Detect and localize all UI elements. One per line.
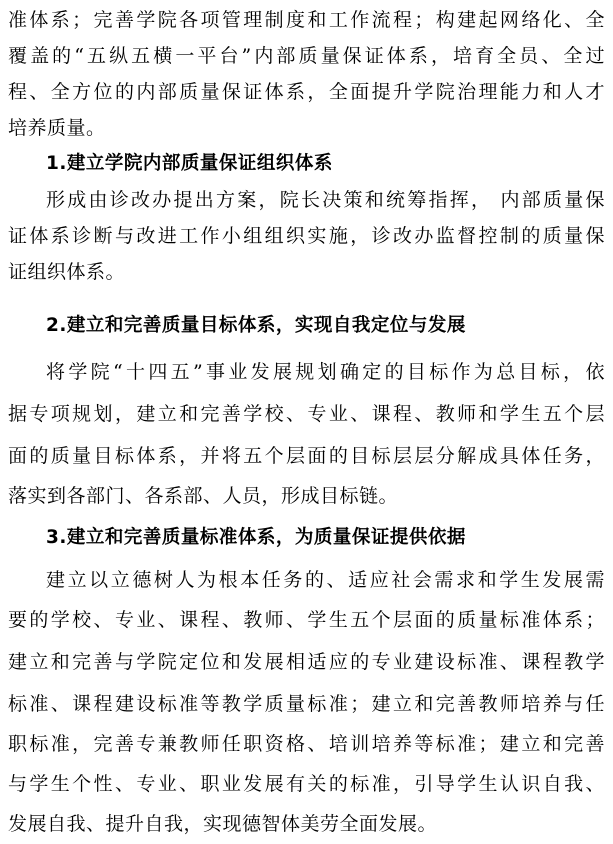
section-2-line-4: 落实到各部门、各系部、人员，形成目标链。 [8, 485, 399, 507]
section-2-line-2: 据专项规划，建立和完善学校、专业、课程、教师和学生五个层 [8, 403, 605, 425]
section-3-line-5: 职标准，完善专兼教师任职资格、培训培养等标准；建立和完善 [8, 733, 605, 755]
section-3-line-7: 发展自我、提升自我，实现德智体美劳全面发展。 [8, 813, 438, 835]
section-3-line-4: 标准、课程建设标准等教学质量标准；建立和完善教师培养与任 [8, 693, 605, 715]
intro-line-3: 程、全方位的内部质量保证体系，全面提升学院治理能力和人才 [8, 81, 605, 103]
section-1-line-3: 证组织体系。 [8, 261, 126, 283]
section-2-heading: 2.建立和完善质量目标体系，实现自我定位与发展 [46, 315, 466, 336]
section-3-line-6: 与学生个性、专业、职业发展有关的标准，引导学生认识自我、 [8, 773, 605, 795]
section-1-line-2: 证体系诊断与改进工作小组组织实施，诊改办监督控制的质量保 [8, 225, 605, 247]
section-3-heading: 3.建立和完善质量标准体系，为质量保证提供依据 [46, 527, 466, 548]
section-2-line-3: 面的质量目标体系，并将五个层面的目标层层分解成具体任务， [8, 445, 605, 467]
intro-line-1: 准体系；完善学院各项管理制度和工作流程；构建起网络化、全 [8, 9, 605, 31]
intro-line-4: 培养质量。 [8, 117, 106, 139]
section-3-line-1: 建立以立德树人为根本任务的、适应社会需求和学生发展需 [46, 569, 605, 591]
intro-line-2: 覆盖的“五纵五横一平台”内部质量保证体系，培育全员、全过 [8, 45, 605, 67]
section-2-line-1: 将学院“十四五”事业发展规划确定的目标作为总目标，依 [46, 361, 605, 383]
section-3-line-2: 要的学校、专业、课程、教师、学生五个层面的质量标准体系； [8, 609, 605, 631]
section-1-heading: 1.建立学院内部质量保证组织体系 [46, 153, 333, 174]
section-1-line-1: 形成由诊改办提出方案，院长决策和统筹指挥， 内部质量保 [46, 189, 605, 211]
section-3-line-3: 建立和完善与学院定位和发展相适应的专业建设标准、课程教学 [8, 651, 605, 673]
